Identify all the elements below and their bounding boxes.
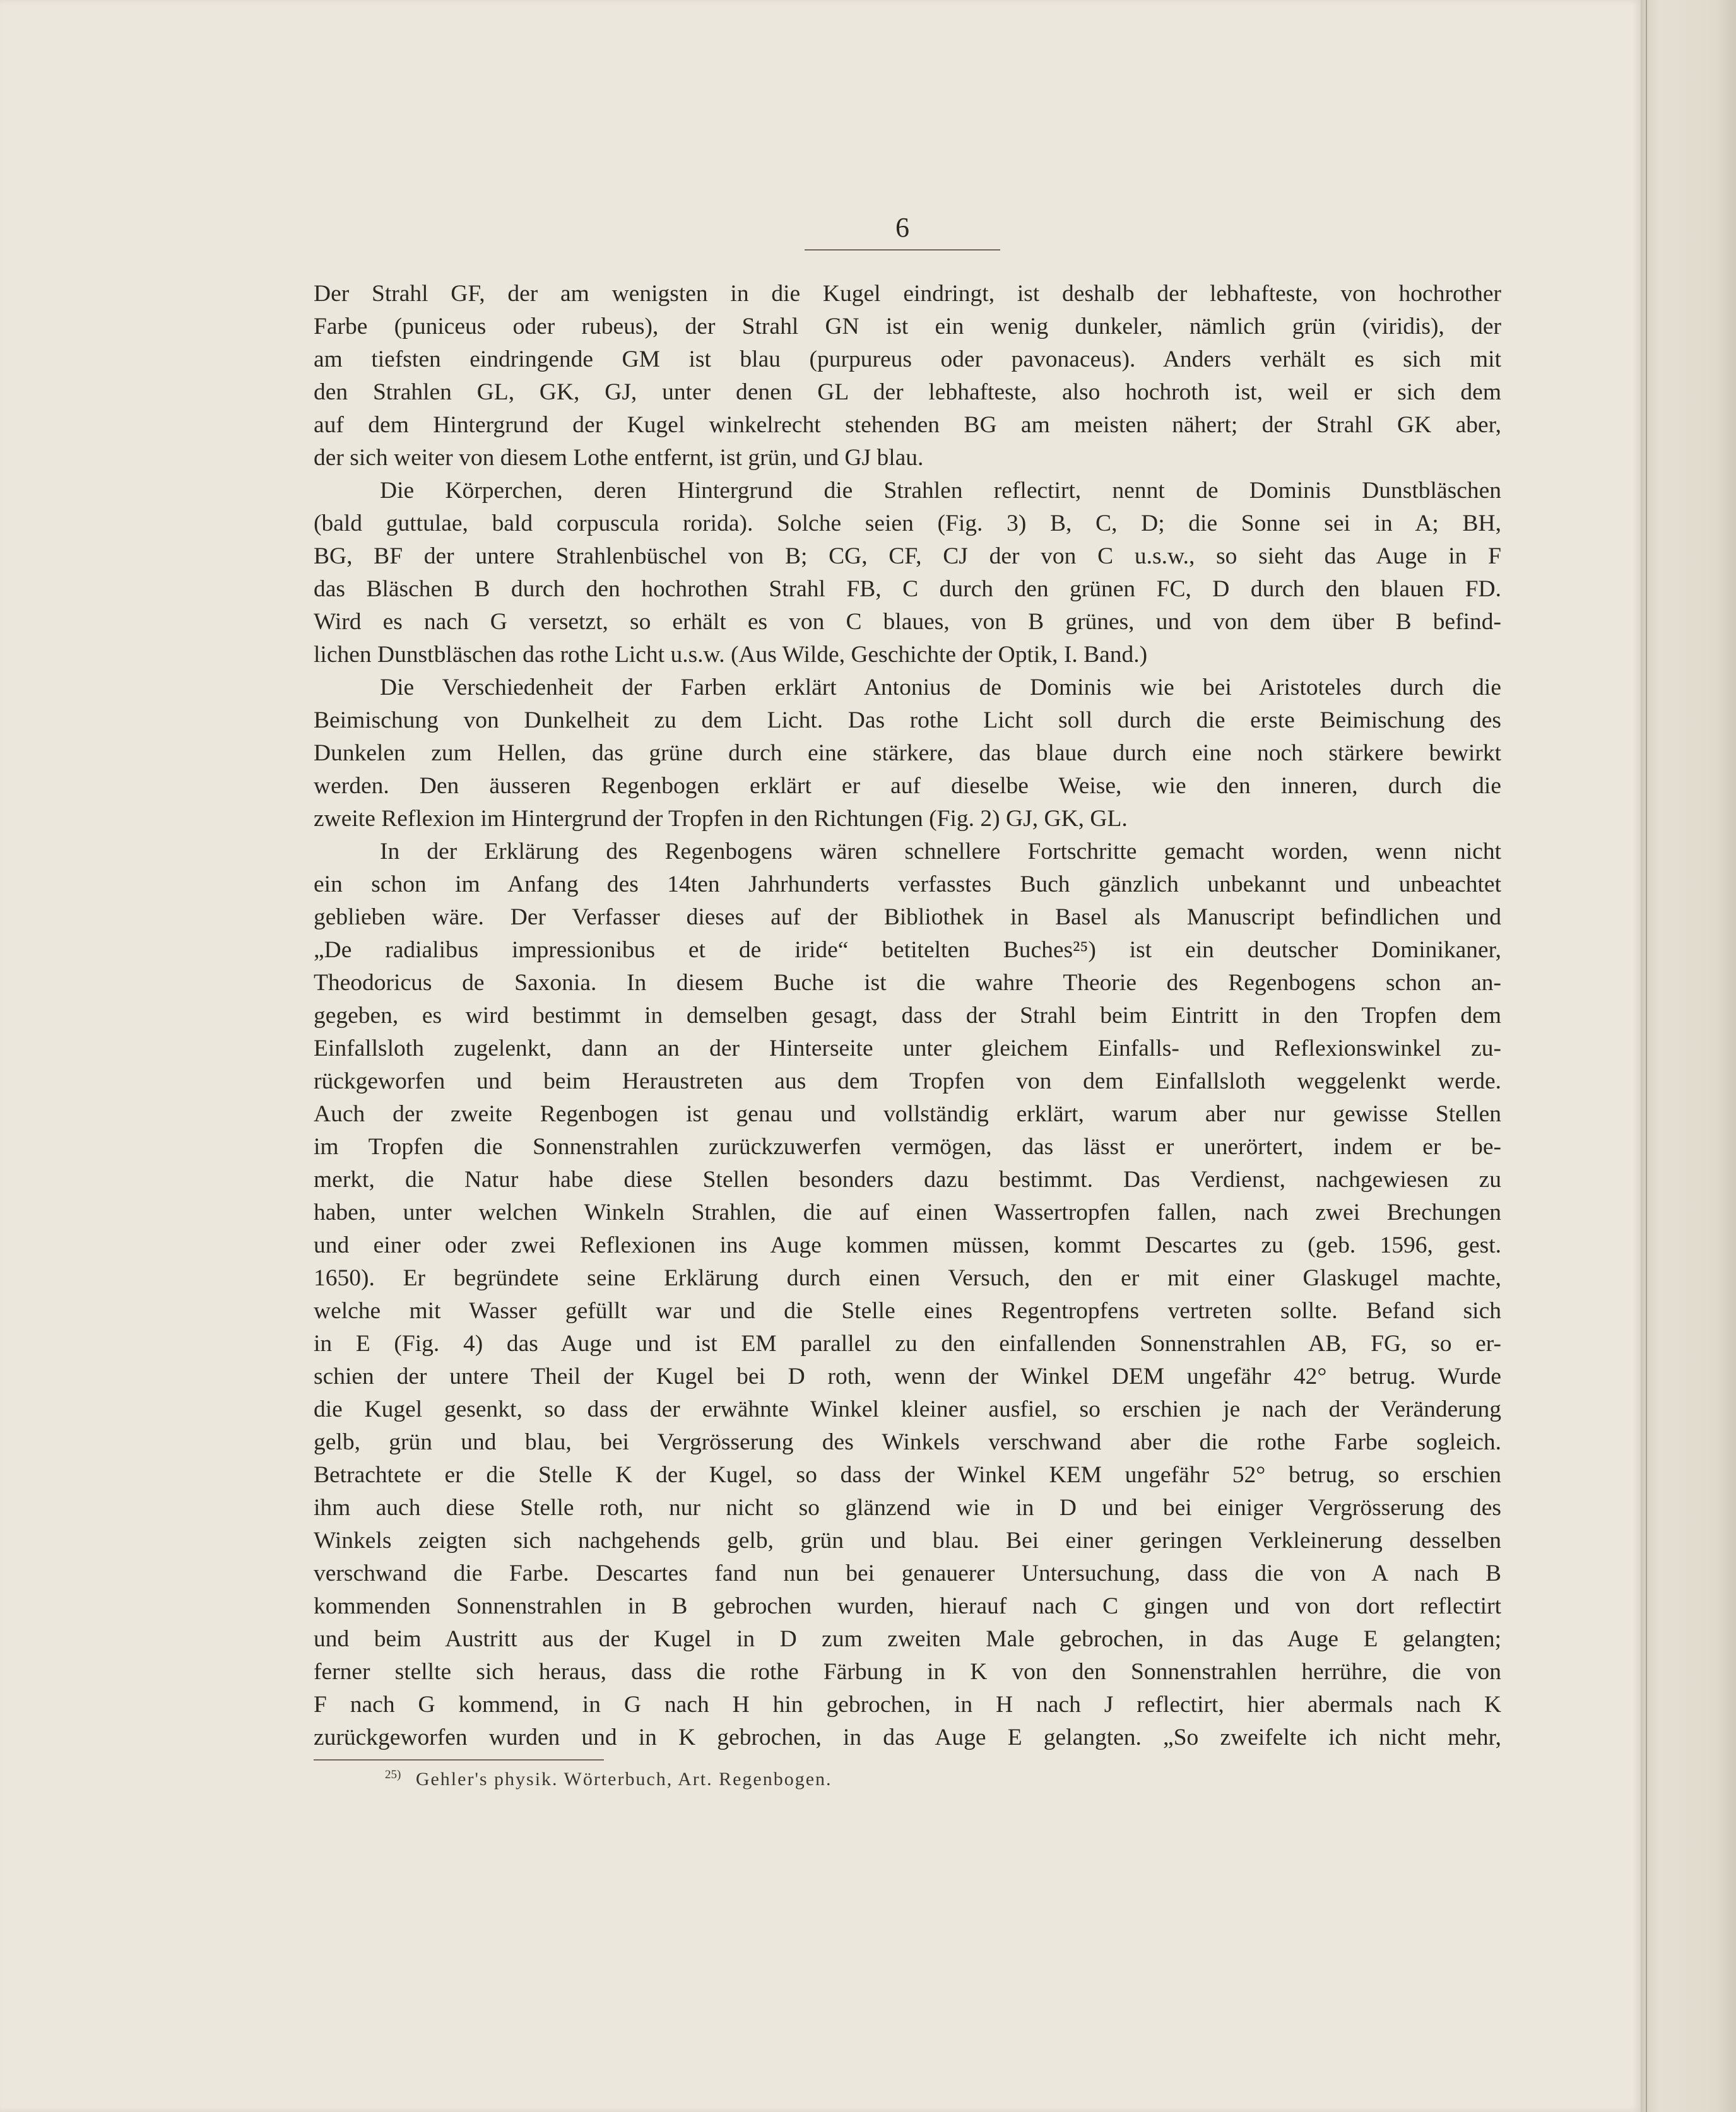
text-line: „De radialibus impressionibus et de iride“ betitelten Buches²⁵) ist ein deutscher Dominikaner, xyxy=(314,937,1501,963)
text-line: den Strahlen GL, GK, GJ, unter denen GL der lebhafteste, also hochroth ist, weil er sich dem xyxy=(314,379,1501,405)
text-line: das Bläschen B durch den hochrothen Strahl FB, C durch den grünen FC, D durch den blauen FD. xyxy=(314,576,1501,602)
text-line: lichen Dunstbläschen das rothe Licht u.s.w. (Aus Wilde, Geschichte der Optik, I. Band.) xyxy=(314,642,1148,668)
text-line: kommenden Sonnenstrahlen in B gebrochen wurden, hierauf nach C gingen und von dort reflectirt xyxy=(314,1593,1501,1619)
text-line: F nach G kommend, in G nach H hin gebrochen, in H nach J reflectirt, hier abermals nach K xyxy=(314,1692,1501,1718)
text-line: Dunkelen zum Hellen, das grüne durch eine stärkere, das blaue durch eine noch stärkere bewirkt xyxy=(314,740,1501,766)
text-line: merkt, die Natur habe diese Stellen besonders dazu bestimmt. Das Verdienst, nachgewiesen zu xyxy=(314,1167,1501,1193)
text-line: Die Verschiedenheit der Farben erklärt Antonius de Dominis wie bei Aristoteles durch die xyxy=(380,675,1501,700)
text-line: auf dem Hintergrund der Kugel winkelrecht stehenden BG am meisten nähert; der Strahl GK aber, xyxy=(314,412,1501,438)
text-line: und einer oder zwei Reflexionen ins Auge kommen müssen, kommt Descartes zu (geb. 1596, gest. xyxy=(314,1232,1501,1258)
text-line: in E (Fig. 4) das Auge und ist EM parallel zu den einfallenden Sonnenstrahlen AB, FG, so er- xyxy=(314,1331,1501,1357)
footnote xyxy=(385,1768,832,1790)
text-line: Die Körperchen, deren Hintergrund die Strahlen reflectirt, nennt de Dominis Dunstbläschen xyxy=(380,478,1501,504)
text-line: Winkels zeigten sich nachgehends gelb, grün und blau. Bei einer geringen Verkleinerung desselben xyxy=(314,1528,1501,1554)
page-number: 6 xyxy=(895,212,909,243)
footnote-divider xyxy=(314,1759,604,1761)
text-line: Theodoricus de Saxonia. In diesem Buche ist die wahre Theorie des Regenbogens schon an- xyxy=(314,970,1501,996)
text-line: Farbe (puniceus oder rubeus), der Strahl GN ist ein wenig dunkeler, nämlich grün (viridis), der xyxy=(314,314,1501,339)
page-edge xyxy=(1641,0,1736,2112)
text-line: ihm auch diese Stelle roth, nur nicht so glänzend wie in D und bei einiger Vergrösserung des xyxy=(314,1495,1501,1521)
text-line: rückgeworfen und beim Heraustreten aus dem Tropfen von dem Einfallsloth weggelenkt werde. xyxy=(314,1068,1501,1094)
text-line: Einfallsloth zugelenkt, dann an der Hinterseite unter gleichem Einfalls- und Reflexionswinkel zu- xyxy=(314,1035,1501,1061)
text-line: werden. Den äusseren Regenbogen erklärt er auf dieselbe Weise, wie den inneren, durch die xyxy=(314,773,1501,799)
footnote-marker: 25) xyxy=(385,1768,401,1781)
text-line: zweite Reflexion im Hintergrund der Tropfen in den Richtungen (Fig. 2) GJ, GK, GL. xyxy=(314,806,1128,832)
text-line: Beimischung von Dunkelheit zu dem Licht. Das rothe Licht soll durch die erste Beimischung des xyxy=(314,707,1501,733)
text-line: am tiefsten eindringende GM ist blau (purpureus oder pavonaceus). Anders verhält es sich mit xyxy=(314,346,1501,372)
text-line: zurückgeworfen wurden und in K gebrochen, in das Auge E gelangten. „So zweifelte ich nicht mehr, xyxy=(314,1725,1501,1750)
text-line: Auch der zweite Regenbogen ist genau und vollständig erklärt, warum aber nur gewisse Stellen xyxy=(314,1101,1501,1127)
text-line: der sich weiter von diesem Lothe entfernt, ist grün, und GJ blau. xyxy=(314,445,924,471)
text-line: welche mit Wasser gefüllt war und die Stelle eines Regentropfens vertreten sollte. Befand sich xyxy=(314,1298,1501,1324)
text-line: 1650). Er begründete seine Erklärung durch einen Versuch, den er mit einer Glaskugel machte, xyxy=(314,1265,1501,1291)
text-line: haben, unter welchen Winkeln Strahlen, die auf einen Wassertropfen fallen, nach zwei Brechungen xyxy=(314,1200,1501,1225)
text-line: geblieben wäre. Der Verfasser dieses auf der Bibliothek in Basel als Manuscript befindlichen und xyxy=(314,904,1501,930)
text-line: gelb, grün und blau, bei Vergrösserung des Winkels verschwand aber die rothe Farbe sogleich. xyxy=(314,1429,1501,1455)
text-line: (bald guttulae, bald corpuscula rorida). Solche seien (Fig. 3) B, C, D; die Sonne sei in A; BH, xyxy=(314,510,1501,536)
text-line: In der Erklärung des Regenbogens wären schnellere Fortschritte gemacht worden, wenn nicht xyxy=(380,839,1501,864)
text-line: gegeben, es wird bestimmt in demselben gesagt, dass der Strahl beim Eintritt in den Tropfen dem xyxy=(314,1003,1501,1029)
header-rule xyxy=(805,249,1000,251)
footnote-text: Gehler's physik. Wörterbuch, Art. Regenbogen. xyxy=(415,1769,832,1790)
text-line: ein schon im Anfang des 14ten Jahrhunderts verfasstes Buch gänzlich unbekannt und unbeachtet xyxy=(314,871,1501,897)
text-line: Der Strahl GF, der am wenigsten in die Kugel eindringt, ist deshalb der lebhafteste, von hochrother xyxy=(314,281,1501,307)
text-line: die Kugel gesenkt, so dass der erwähnte Winkel kleiner ausfiel, so erschien je nach der Veränderung xyxy=(314,1396,1501,1422)
body-text xyxy=(314,278,1501,1754)
text-line: Wird es nach G versetzt, so erhält es von C blaues, von B grünes, und von dem über B befind- xyxy=(314,609,1501,635)
page-edge-line xyxy=(1646,0,1647,2112)
text-line: und beim Austritt aus der Kugel in D zum zweiten Male gebrochen, in das Auge E gelangten; xyxy=(314,1626,1501,1652)
text-line: ferner stellte sich heraus, dass die rothe Färbung in K von den Sonnenstrahlen herrühre, die von xyxy=(314,1659,1501,1685)
text-line: im Tropfen die Sonnenstrahlen zurückzuwerfen vermögen, das lässt er unerörtert, indem er be- xyxy=(314,1134,1501,1160)
text-line: verschwand die Farbe. Descartes fand nun bei genauerer Untersuchung, dass die von A nach B xyxy=(314,1560,1501,1586)
text-line: Betrachtete er die Stelle K der Kugel, so dass der Winkel KEM ungefähr 52° betrug, so erschien xyxy=(314,1462,1501,1488)
text-line: BG, BF der untere Strahlenbüschel von B; CG, CF, CJ der von C u.s.w., so sieht das Auge in F xyxy=(314,543,1501,569)
text-line: schien der untere Theil der Kugel bei D roth, wenn der Winkel DEM ungefähr 42° betrug. Wurde xyxy=(314,1364,1501,1389)
